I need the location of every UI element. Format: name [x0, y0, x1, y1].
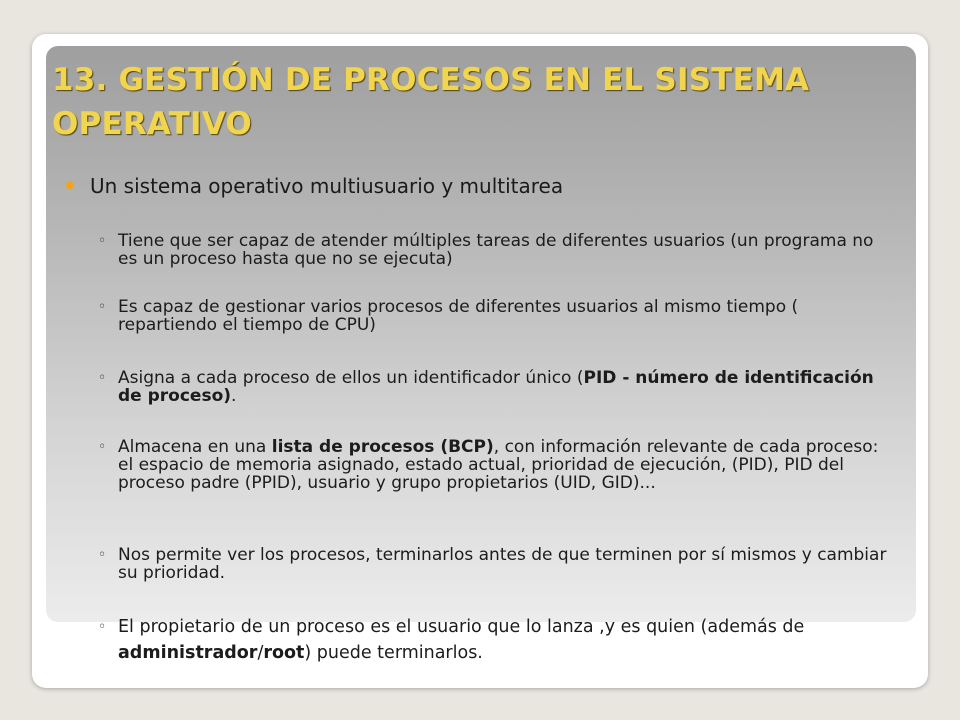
- sub-bullet-ring-icon: ◦: [98, 439, 107, 455]
- sub-item-text: Tiene que ser capaz de atender múltiples tareas de diferentes usuarios (un programa no es un proceso hasta que no se ejecuta): [118, 231, 874, 269]
- sub-item-text: Es capaz de gestionar varios procesos de diferentes usuarios al mismo tiempo ( repartiendo el tiempo de CPU): [118, 297, 799, 335]
- sub-item-text: Almacena en una lista de procesos (BCP), con información relevante de cada proceso: el espacio de memoria asignado, estado actual, prioridad de ejecución, (PID), PID del proceso padre (PPID), usuario y grupo propietarios (UID, GID)...: [118, 437, 879, 493]
- sub-bullet-ring-icon: ◦: [98, 299, 107, 315]
- sub-bullet-ring-icon: ◦: [98, 619, 107, 635]
- sub-bullet-ring-icon: ◦: [98, 370, 107, 386]
- sub-bullet-ring-icon: ◦: [98, 547, 107, 563]
- sub-bullet-ring-icon: ◦: [98, 233, 107, 249]
- sub-item-text: Asigna a cada proceso de ellos un identificador único (PID - número de identificación de proceso).: [118, 368, 874, 406]
- sub-item-text: El propietario de un proceso es el usuario que lo lanza ,y es quien (además de administrador/root) puede terminarlos.: [118, 617, 805, 663]
- slide-title: 13. GESTIÓN DE PROCESOS EN EL SISTEMA OPERATIVO: [52, 62, 810, 142]
- bullet-dot-icon: [66, 181, 74, 189]
- sub-item-text: Nos permite ver los procesos, terminarlos antes de que terminen por sí mismos y cambiar su prioridad.: [118, 545, 887, 583]
- main-bullet-text: Un sistema operativo multiusuario y multitarea: [90, 174, 564, 198]
